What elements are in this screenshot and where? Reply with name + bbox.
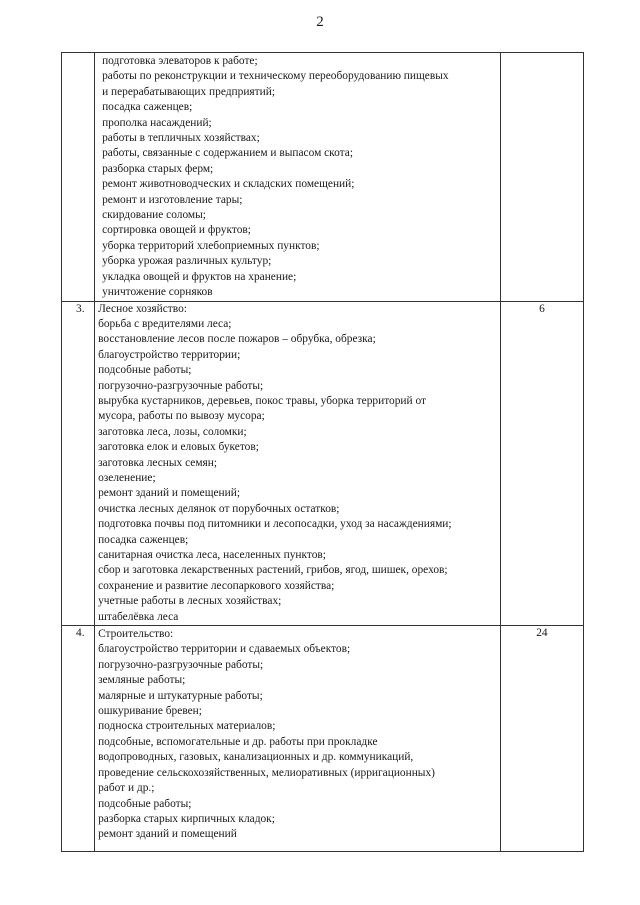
work-item-line: скирдование соломы; — [102, 209, 206, 222]
work-item-line: посадка саженцев; — [98, 533, 189, 546]
work-item-line: Лесное хозяйство: — [98, 302, 187, 315]
work-item-line: очистка лесных делянок от порубочных остатков; — [98, 502, 340, 515]
work-item-line: разборка старых ферм; — [102, 162, 214, 175]
row-number-cell: 3. — [62, 301, 95, 626]
work-item-line: благоустройство территории; — [98, 348, 241, 361]
work-item-line: укладка овощей и фруктов на хранение; — [102, 270, 297, 283]
row-number-cell: 4. — [62, 626, 95, 852]
work-item-line: водопроводных, газовых, канализационных и др. коммуникаций, — [98, 751, 414, 764]
value-cell: 24 — [500, 626, 583, 852]
work-item-line: погрузочно-разгрузочные работы; — [98, 658, 264, 671]
work-item-line: учетные работы в лесных хозяйствах; — [98, 595, 282, 608]
work-item-line: уничтожение сорняков — [102, 286, 213, 299]
table-body — [62, 53, 584, 852]
work-item-line: ремонт животноводческих и складских помещений; — [102, 178, 355, 191]
value-cell: 6 — [500, 301, 583, 626]
work-item-line: Строительство: — [98, 628, 174, 641]
work-item-line: работы по реконструкции и техническому переоборудованию пищевых — [102, 70, 449, 83]
work-item-line: разборка старых кирпичных кладок; — [98, 812, 275, 825]
work-item-line: штабелёвка леса — [98, 610, 179, 623]
work-item-line: подсобные работы; — [98, 364, 192, 377]
work-item-line: мусора, работы по вывозу мусора; — [98, 410, 265, 423]
work-item-line: заготовка лесных семян; — [98, 456, 218, 469]
work-item-line: подсобные, вспомогательные и др. работы при прокладке — [98, 735, 378, 748]
work-description-cell — [95, 53, 501, 302]
work-item-line: ремонт и изготовление тары; — [102, 193, 243, 206]
work-item-line: уборка территорий хлебоприемных пунктов; — [102, 239, 320, 252]
work-item-line: сохранение и развитие лесопаркового хозяйства; — [98, 579, 335, 592]
work-item-line: санитарная очистка леса, населенных пунктов; — [98, 549, 326, 561]
work-description-cell — [95, 301, 501, 626]
work-item-line: озеленение; — [98, 471, 156, 484]
work-item-line: работы, связанные с содержанием и выпасом скота; — [102, 147, 354, 160]
work-item-line: ремонт зданий и помещений — [98, 828, 237, 841]
work-item-line: подготовка элеваторов к работе; — [102, 55, 258, 67]
table-row — [62, 301, 584, 626]
table-row — [62, 53, 584, 302]
work-item-line: проведение сельскохозяйственных, мелиоративных (ирригационных) — [98, 766, 435, 779]
work-item-line: ошкуривание бревен; — [98, 705, 202, 718]
table-row — [62, 626, 584, 852]
work-item-line: подготовка почвы под питомники и лесопосадки, уход за насаждениями; — [98, 518, 452, 531]
work-item-line: борьба с вредителями леса; — [98, 317, 232, 330]
work-item-line: сортировка овощей и фруктов; — [102, 224, 251, 237]
work-item-line: земляные работы; — [98, 674, 186, 687]
work-item-line: сбор и заготовка лекарственных растений, грибов, ягод, шишек, орехов; — [98, 564, 448, 577]
work-item-line: уборка урожая различных культур; — [102, 255, 272, 268]
work-item-line: и перерабатывающих предприятий; — [102, 85, 276, 98]
page-number: 2 — [316, 14, 324, 30]
work-item-line: ремонт зданий и помещений; — [98, 487, 240, 500]
work-item-line: малярные и штукатурные работы; — [98, 689, 263, 702]
work-item-line: вырубка кустарников, деревьев, покос травы, уборка территорий от — [98, 394, 426, 407]
work-item-line: заготовка елок и еловых букетов; — [98, 441, 259, 454]
work-description-cell — [95, 626, 501, 852]
value-cell — [500, 53, 583, 302]
work-item-line: благоустройство территории и сдаваемых объектов; — [98, 643, 351, 656]
work-item-line: подсобные работы; — [98, 797, 192, 810]
row-number-cell — [62, 53, 95, 302]
work-item-line: работ и др.; — [98, 782, 155, 795]
work-item-line: работы в тепличных хозяйствах; — [102, 132, 260, 145]
work-item-line: посадка саженцев; — [102, 101, 193, 114]
work-item-line: погрузочно-разгрузочные работы; — [98, 379, 264, 392]
work-types-table — [61, 52, 584, 852]
work-item-line: подноска строительных материалов; — [98, 720, 276, 733]
work-item-line: восстановление лесов после пожаров – обрубка, обрезка; — [98, 333, 376, 346]
work-item-line: заготовка леса, лозы, соломки; — [98, 425, 247, 438]
work-item-line: прополка насаждений; — [102, 116, 212, 129]
